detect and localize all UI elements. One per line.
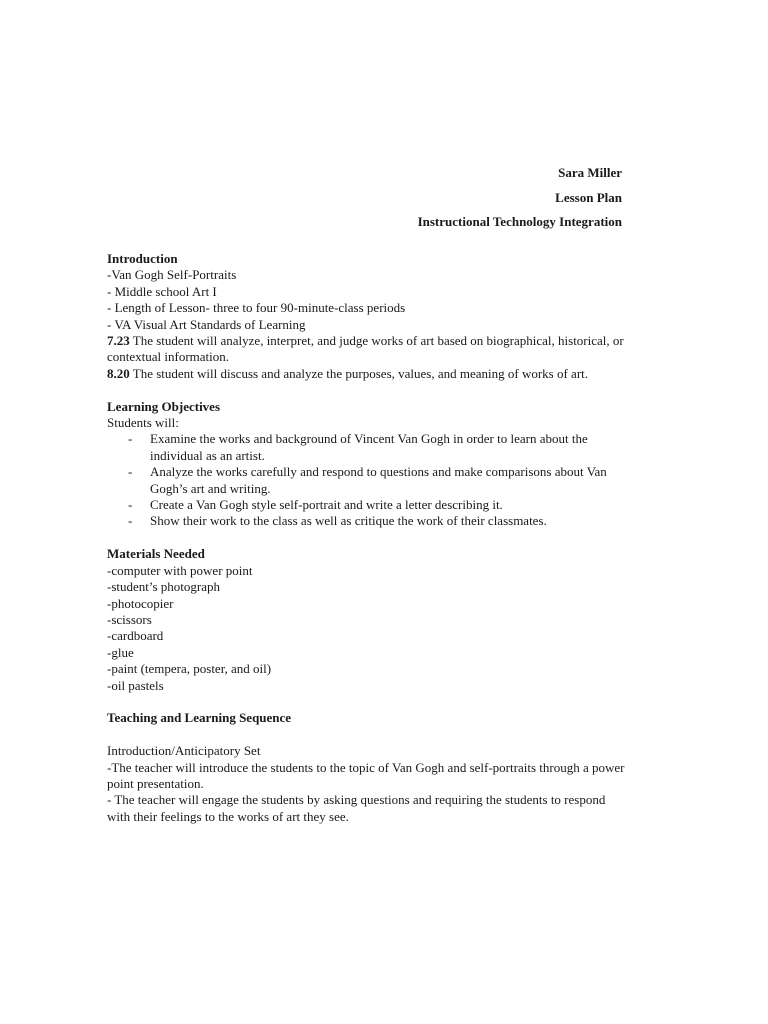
objectives-heading: Learning Objectives bbox=[107, 398, 221, 414]
material-item: -glue bbox=[107, 644, 134, 660]
course-title: Instructional Technology Integration bbox=[417, 214, 622, 229]
introduction-heading: Introduction bbox=[107, 251, 178, 266]
document-type: Lesson Plan bbox=[555, 189, 622, 205]
objectives-intro: Students will: bbox=[107, 415, 179, 431]
list-item-text: Create a Van Gogh style self-portrait and write a letter describing it. bbox=[150, 497, 503, 513]
list-item bbox=[107, 464, 627, 497]
intro-line: - VA Visual Art Standards of Learning bbox=[107, 316, 306, 332]
spacer bbox=[107, 727, 627, 743]
list-item bbox=[107, 431, 627, 464]
bullet-dash: - bbox=[128, 513, 133, 529]
sequence-paragraph: -The teacher will introduce the students to the topic of Van Gogh and self-portraits through a power point presentation. bbox=[107, 759, 625, 791]
material-item: -scissors bbox=[107, 611, 152, 627]
list-item-text: Analyze the works carefully and respond to questions and make comparisons about Van Gogh’s art and writing. bbox=[150, 464, 607, 496]
sequence-paragraph: - The teacher will engage the students by asking questions and requiring the students to respond with their feelings to the works of art they see. bbox=[107, 792, 606, 824]
spacer bbox=[107, 382, 627, 398]
standard-text: The student will discuss and analyze the purposes, values, and meaning of works of art. bbox=[129, 365, 589, 381]
material-item: -oil pastels bbox=[107, 677, 164, 693]
material-item: -computer with power point bbox=[107, 562, 253, 578]
intro-line: -Van Gogh Self-Portraits bbox=[107, 267, 237, 283]
author-name: Sara Miller bbox=[558, 165, 622, 180]
spacer bbox=[107, 530, 627, 546]
spacer bbox=[107, 694, 627, 710]
document-body bbox=[107, 251, 627, 825]
sequence-subheading: Introduction/Anticipatory Set bbox=[107, 743, 261, 759]
list-item-text: Show their work to the class as well as critique the work of their classmates. bbox=[150, 513, 547, 529]
bullet-dash: - bbox=[128, 497, 133, 513]
list-item bbox=[107, 497, 627, 513]
standard-code: 8.20 bbox=[107, 365, 130, 381]
list-item-text: Examine the works and background of Vincent Van Gogh in order to learn about the individual as an artist. bbox=[150, 431, 588, 463]
standard-8-20 bbox=[107, 366, 627, 382]
material-item: -photocopier bbox=[107, 595, 174, 611]
standard-text: The student will analyze, interpret, and judge works of art based on biographical, historical, or contextual information. bbox=[107, 333, 624, 365]
material-item: -cardboard bbox=[107, 628, 164, 644]
standard-code: 7.23 bbox=[107, 333, 130, 349]
material-item: -student’s photograph bbox=[107, 579, 221, 595]
bullet-dash: - bbox=[128, 431, 133, 447]
list-item bbox=[107, 513, 627, 529]
intro-line: - Middle school Art I bbox=[107, 283, 217, 299]
document-header bbox=[418, 161, 622, 235]
bullet-dash: - bbox=[128, 464, 133, 480]
objectives-list bbox=[107, 431, 627, 529]
materials-heading: Materials Needed bbox=[107, 546, 205, 562]
materials-section bbox=[107, 546, 627, 694]
material-item: -paint (tempera, poster, and oil) bbox=[107, 661, 272, 677]
intro-line: - Length of Lesson- three to four 90-minute-class periods bbox=[107, 300, 406, 316]
sequence-heading: Teaching and Learning Sequence bbox=[107, 710, 292, 726]
sequence-section bbox=[107, 710, 627, 825]
objectives-section bbox=[107, 399, 627, 530]
introduction-section bbox=[107, 251, 627, 382]
standard-7-23 bbox=[107, 333, 627, 366]
